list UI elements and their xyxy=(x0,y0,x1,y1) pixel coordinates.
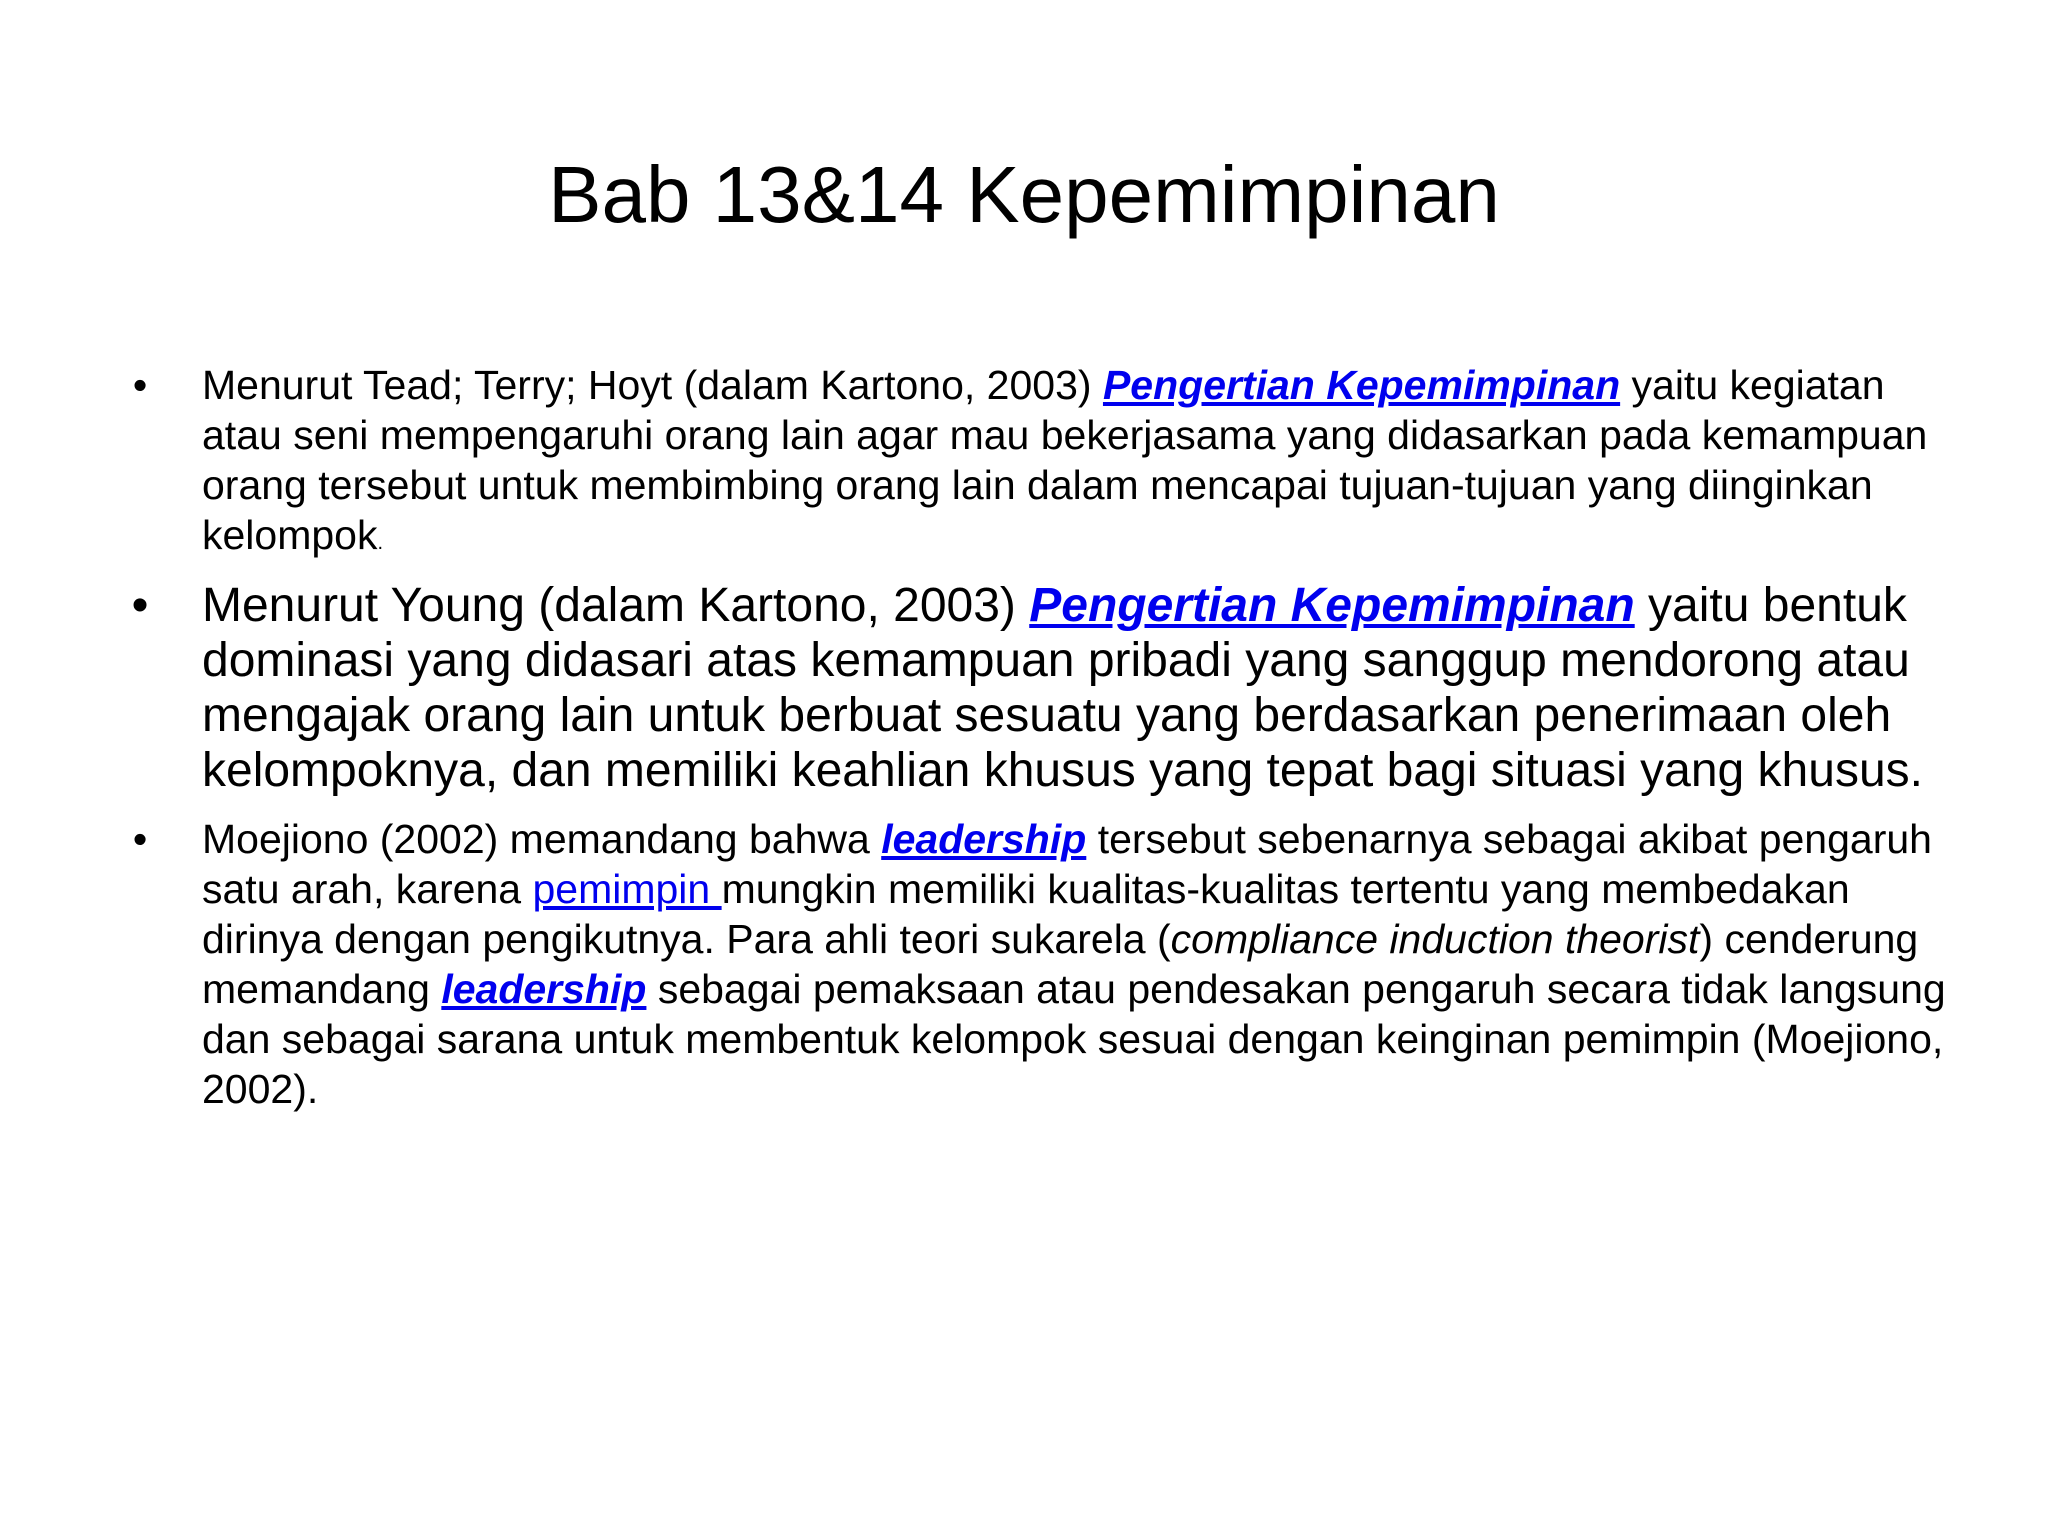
bullet-1-text-start: Menurut Tead; Terry; Hoyt (dalam Kartono, 2003) xyxy=(202,362,1103,408)
compliance-induction-theorist-text: compliance induction theorist xyxy=(1170,916,1700,962)
bullet-dot-icon: • xyxy=(132,362,148,408)
pemimpin-link[interactable]: pemimpin xyxy=(532,866,722,912)
bullet-3-text-part1: Moejiono (2002) memandang bahwa xyxy=(202,816,882,862)
pengertian-kepemimpinan-link-2[interactable]: Pengertian Kepemimpinan xyxy=(1029,579,1635,632)
leadership-link-2[interactable]: leadership xyxy=(441,966,647,1012)
leadership-link-1[interactable]: leadership xyxy=(881,816,1087,862)
bullet-3-text-part3: mungkin memiliki kualitas-kualitas tertentu yang membedakan dirinya dengan pengikutnya. Para ahli teori sukarela ( xyxy=(202,866,1850,962)
bullet-dot-icon: • xyxy=(131,579,149,632)
bullet-item-1 xyxy=(120,360,1950,568)
bullet-3-text-part5: sebagai pemaksaan atau pendesakan pengaruh secara tidak langsung dan sebagai sarana untuk membentuk kelompok sesuai dengan keinginan pemimpin (Moejiono, 2002). xyxy=(202,966,1946,1112)
bullet-2-text-end: yaitu bentuk dominasi yang didasari atas kemampuan pribadi yang sanggup mendorong atau mengajak orang lain untuk berbuat sesuatu yang berdasarkan penerimaan oleh kelompoknya, dan memiliki keahlian khusus yang tepat bagi situasi yang khusus. xyxy=(202,579,1923,797)
bullet-list xyxy=(120,360,1950,1114)
pengertian-kepemimpinan-link-1[interactable]: Pengertian Kepemimpinan xyxy=(1102,362,1621,408)
bullet-2-text-start: Menurut Young (dalam Kartono, 2003) xyxy=(202,579,1030,632)
bullet-3-text-part2: tersebut sebenarnya sebagai akibat pengaruh satu arah, karena xyxy=(202,816,1932,912)
bullet-item-3 xyxy=(120,814,1950,1114)
bullet-3-text-part4: ) cenderung memandang xyxy=(202,916,1919,1012)
bullet-item-2 xyxy=(120,578,1950,798)
bullet-1-text-end: yaitu kegiatan atau seni mempengaruhi orang lain agar mau bekerjasama yang didasarkan pada kemampuan orang tersebut untuk membimbing orang lain dalam mencapai tujuan-tujuan yang diinginkan kelompok xyxy=(202,362,1928,558)
slide-title: Bab 13&14 Kepemimpinan xyxy=(548,150,1500,239)
bullet-1-period: . xyxy=(377,532,384,554)
bullet-dot-icon: • xyxy=(132,816,148,862)
